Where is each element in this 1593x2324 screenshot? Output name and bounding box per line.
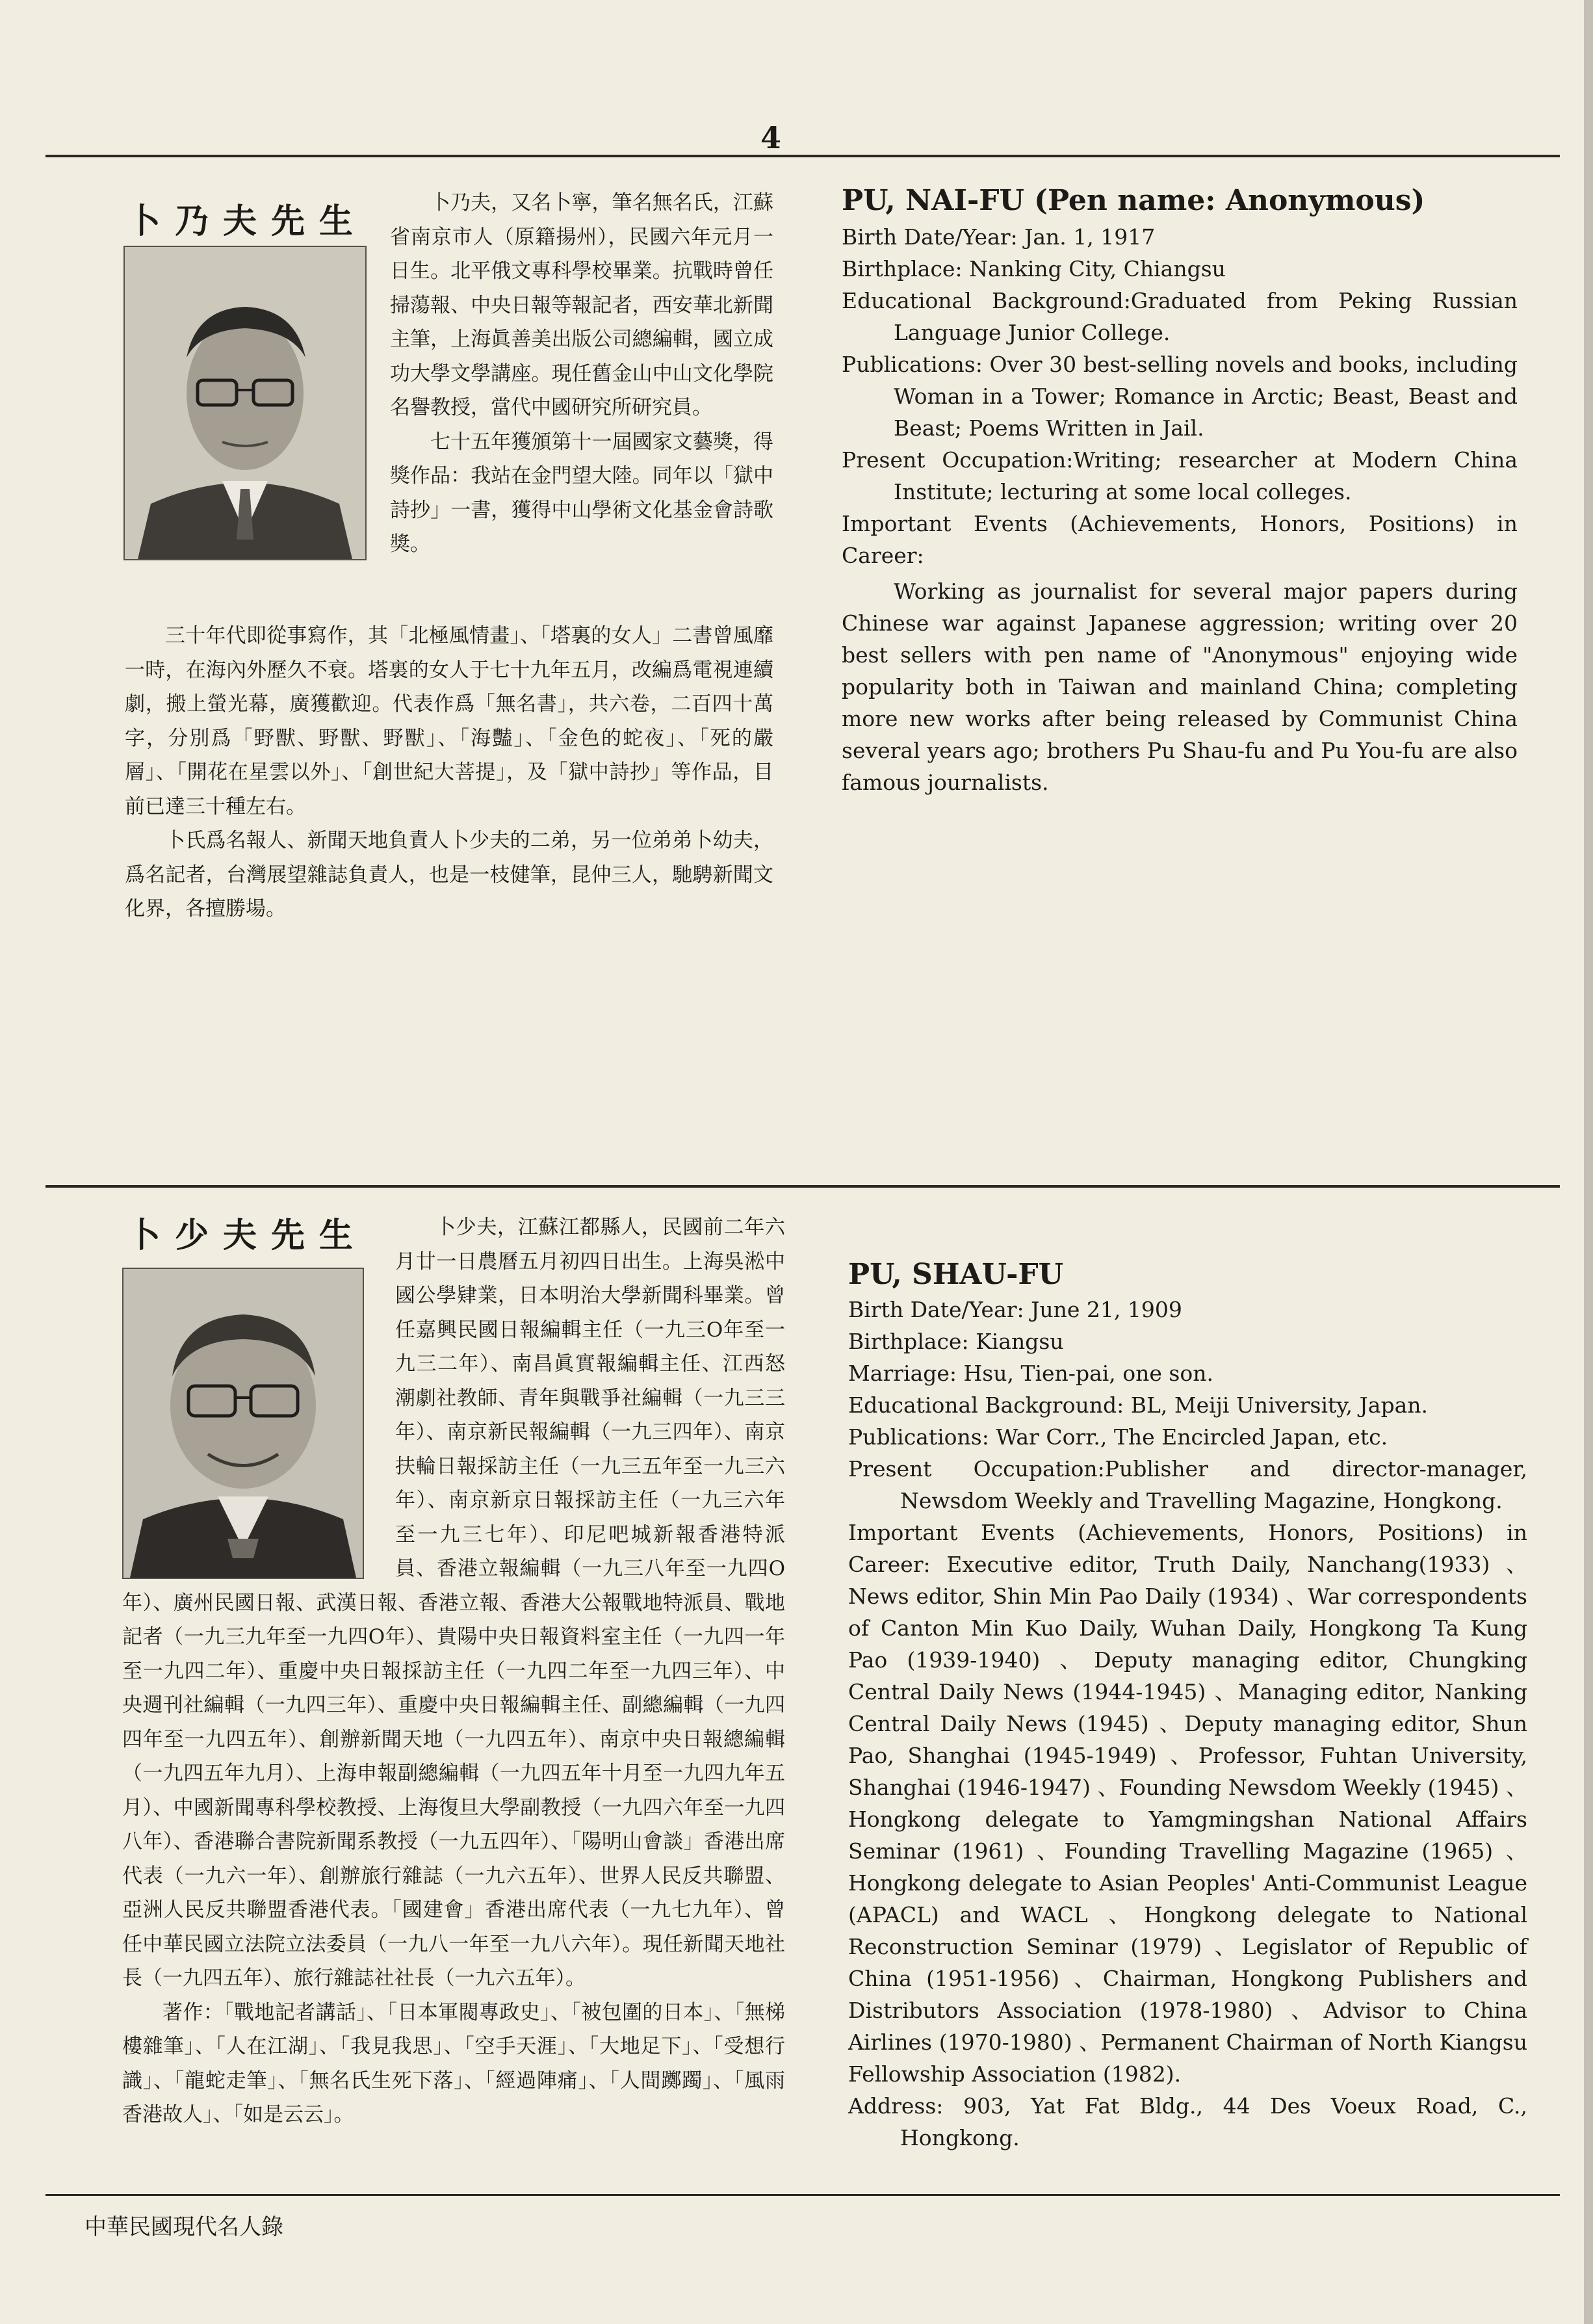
events-text: Important Events (Achievements, Honors, Positions) in Career: Executive editor, Truth Daily, Nanchang(1933) 、News editor, Shin Min Pao Daily (1934) 、War correspondents of Canton Min Kuo Daily, Wuhan Daily, Hongkong Ta Kung Pao (1939-1940) 、Deputy managing editor, Chungking Central Daily News (1944-1945) 、Managing editor, Nanking Central Daily News (1945) 、Deputy managing editor, Shun Pao, Shanghai (1945-1949) 、Professor, Fuhtan University, Shanghai (1946-1947) 、Founding Newsdom Weekly (1945) 、Hongkong delegate to Yamgmingshan National Affairs Seminar (1961) 、Founding Travelling Magazine (1965) 、Hongkong delegate to Asian Peoples' Anti-Communist League (APACL) and WACL 、Hongkong delegate to National Reconstruction Seminar (1979) 、Legislator of Republic of China (1951-1956) 、Chairman, Hongkong Publishers and Distributors Association (1978-1980) 、Advisor to China Airlines (1970-1980) 、Permanent Chairman of North Kiangsu Fellowship Association (1982). xyxy=(848,1520,1527,2087)
publications: Publications: Over 30 best-selling novels and books, including Woman in a Tower; Romance in Arctic; Beast, Beast and Beast; Poems Written in Jail. xyxy=(842,352,1518,441)
entry-name-cn: 卜少夫先生 xyxy=(127,1216,368,1255)
bio-cn-p2-text: 七十五年獲頒第十一屆國家文藝獎，得獎作品：我站在金門望大陸。同年以「獄中詩抄」一書，獲得中山學術文化基金會詩歌獎。 xyxy=(390,430,773,556)
events-text: Working as journalist for several major papers during Chinese war against Japanese aggression; writing over 20 best sellers with pen name of "Anonymous" enjoying wide popularity both in Taiwan and mainland China; completing more new works after being released by Communist China several years ago; brothers Pu Shau-fu and Pu You-fu are also famous journalists. xyxy=(842,579,1518,795)
education: Educational Background: BL, Meiji University, Japan. xyxy=(848,1392,1428,1418)
middle-rule xyxy=(45,1185,1560,1188)
footer-book-title: 中華民國現代名人錄 xyxy=(84,2214,283,2240)
page-edge-strip xyxy=(1584,0,1593,2324)
birthplace: Birthplace: Kiangsu xyxy=(848,1329,1064,1354)
bio-cn-2 xyxy=(122,1210,785,2132)
address: Address: 903, Yat Fat Bldg., 44 Des Voeux Road, C., Hongkong. xyxy=(848,2093,1527,2150)
bio-cn-lead-text: 卜乃夫，又名卜寧，筆名無名氏，江蘇省南京市人（原籍揚州），民國六年元月一日生。北平俄文專科學校畢業。抗戰時曾任掃蕩報、中央日報等報記者，西安華北新聞主筆，上海眞善美出版公司總編輯，國立成功大學文學講座。現任舊金山中山文化學院名譽教授，當代中國研究所研究員。 xyxy=(390,191,773,419)
entry-name-en: PU, SHAU-FU xyxy=(848,1258,1064,1291)
birthplace: Birthplace: Nanking City, Chiangsu xyxy=(842,256,1226,281)
bio-en xyxy=(842,221,1518,798)
entry-name-en: PU, NAI-FU (Pen name: Anonymous) xyxy=(842,184,1425,217)
portrait-photo-1 xyxy=(123,246,367,560)
top-rule xyxy=(45,155,1560,157)
education: Educational Background:Graduated from Peking Russian Language Junior College. xyxy=(842,288,1518,345)
birth-date: Birth Date/Year: June 21, 1909 xyxy=(848,1297,1182,1322)
bottom-rule xyxy=(45,2194,1560,2196)
page-number: 4 xyxy=(760,120,782,155)
bio-cn-body xyxy=(125,619,773,926)
photo-spacer xyxy=(122,1210,395,1581)
bio-cn-p3-text: 三十年代即從事寫作，其「北極風情畫」、「塔裏的女人」二書曾風靡一時，在海內外歷久不衰。塔裏的女人于七十九年五月，改編爲電視連續劇，搬上螢光幕，廣獲歡迎。代表作爲「無名書」，共六卷，二百四十萬字，分別爲「野獸、野獸、野獸」、「海豔」、「金色的蛇夜」、「死的嚴層」、「開花在星雲以外」、「創世紀大菩提」，及「獄中詩抄」等作品，目前已達三十種左右。 xyxy=(125,624,773,818)
birth-date: Birth Date/Year: Jan. 1, 1917 xyxy=(842,224,1156,250)
events-label: Important Events (Achievements, Honors, Positions) in Career: xyxy=(842,511,1518,568)
bio-cn-lead xyxy=(390,186,773,562)
occupation: Present Occupation:Publisher and director-manager, Newsdom Weekly and Travelling Magazine, Hongkong. xyxy=(848,1456,1527,1513)
marriage: Marriage: Hsu, Tien-pai, one son. xyxy=(848,1361,1213,1386)
works-cn-text: 著作：「戰地記者講話」、「日本軍閥專政史」、「被包圍的日本」、「無梯樓雜筆」、「人在江湖」、「我見我思」、「空手天涯」、「大地足下」、「受想行識」、「龍蛇走筆」、「無名氏生死下落」、「經過陣痛」、「人間躑躅」、「風雨香港故人」、「如是云云」。 xyxy=(122,2000,785,2126)
portrait-photo-pu-nai-fu-icon xyxy=(125,247,365,559)
publications: Publications: War Corr., The Encircled Japan, etc. xyxy=(848,1424,1388,1450)
bio-en xyxy=(848,1294,1527,2154)
entry-name-cn: 卜乃夫先生 xyxy=(127,202,368,241)
occupation: Present Occupation:Writing; researcher at Modern China Institute; lecturing at some local colleges. xyxy=(842,447,1518,504)
bio-cn-p4-text: 卜氏爲名報人、新聞天地負責人卜少夫的二弟，另一位弟弟卜幼夫，爲名記者，台灣展望雜誌負責人，也是一枝健筆，昆仲三人，馳騁新聞文化界，各擅勝場。 xyxy=(125,829,773,920)
bio-cn-lead-text: 卜少夫，江蘇江都縣人，民國前二年六月廿一日農曆五月初四日出生。上海吳淞中國公學肄業，日本明治大學新聞科畢業。曾任嘉興民國日報編輯主任（一九三O年至一九三二年）、南昌眞實報編輯主任、江西怒潮劇社教師、青年與戰爭社編輯（一九三三年）、南京新民報編輯（一九三四年）、南京扶輪日報採訪主任（一九三五年至一九三六年）、南京新京日報採訪主任（一九三六年至一九三七年）、印尼吧城新報香港特派員、香港立報編輯（一九三八年至一九四O年）、廣州民國日報、武漢日報、香港立報、香港大公報戰地特派員、戰地記者（一九三九年至一九四O年）、貴陽中央日報資料室主任（一九四一年至一九四二年）、重慶中央日報採訪主任（一九四二年至一九四三年）、中央週刊社編輯（一九四三年）、重慶中央日報編輯主任、副總編輯（一九四四年至一九四五年）、創辦新聞天地（一九四五年）、南京中央日報總編輯（一九四五年九月）、上海申報副總編輯（一九四五年十月至一九四九年五月）、中國新聞專科學校教授、上海復旦大學副教授（一九四六年至一九四八年）、香港聯合書院新聞系教授（一九五四年）、「陽明山會談」香港出席代表（一九六一年）、創辦旅行雜誌（一九六五年）、世界人民反共聯盟、亞洲人民反共聯盟香港代表。「國建會」香港出席代表（一九七九年）、曾任中華民國立法院立法委員（一九八一年至一九八六年）。現任新聞天地社長（一九四五年）、旅行雜誌社社長（一九六五年）。 xyxy=(122,1216,785,1990)
